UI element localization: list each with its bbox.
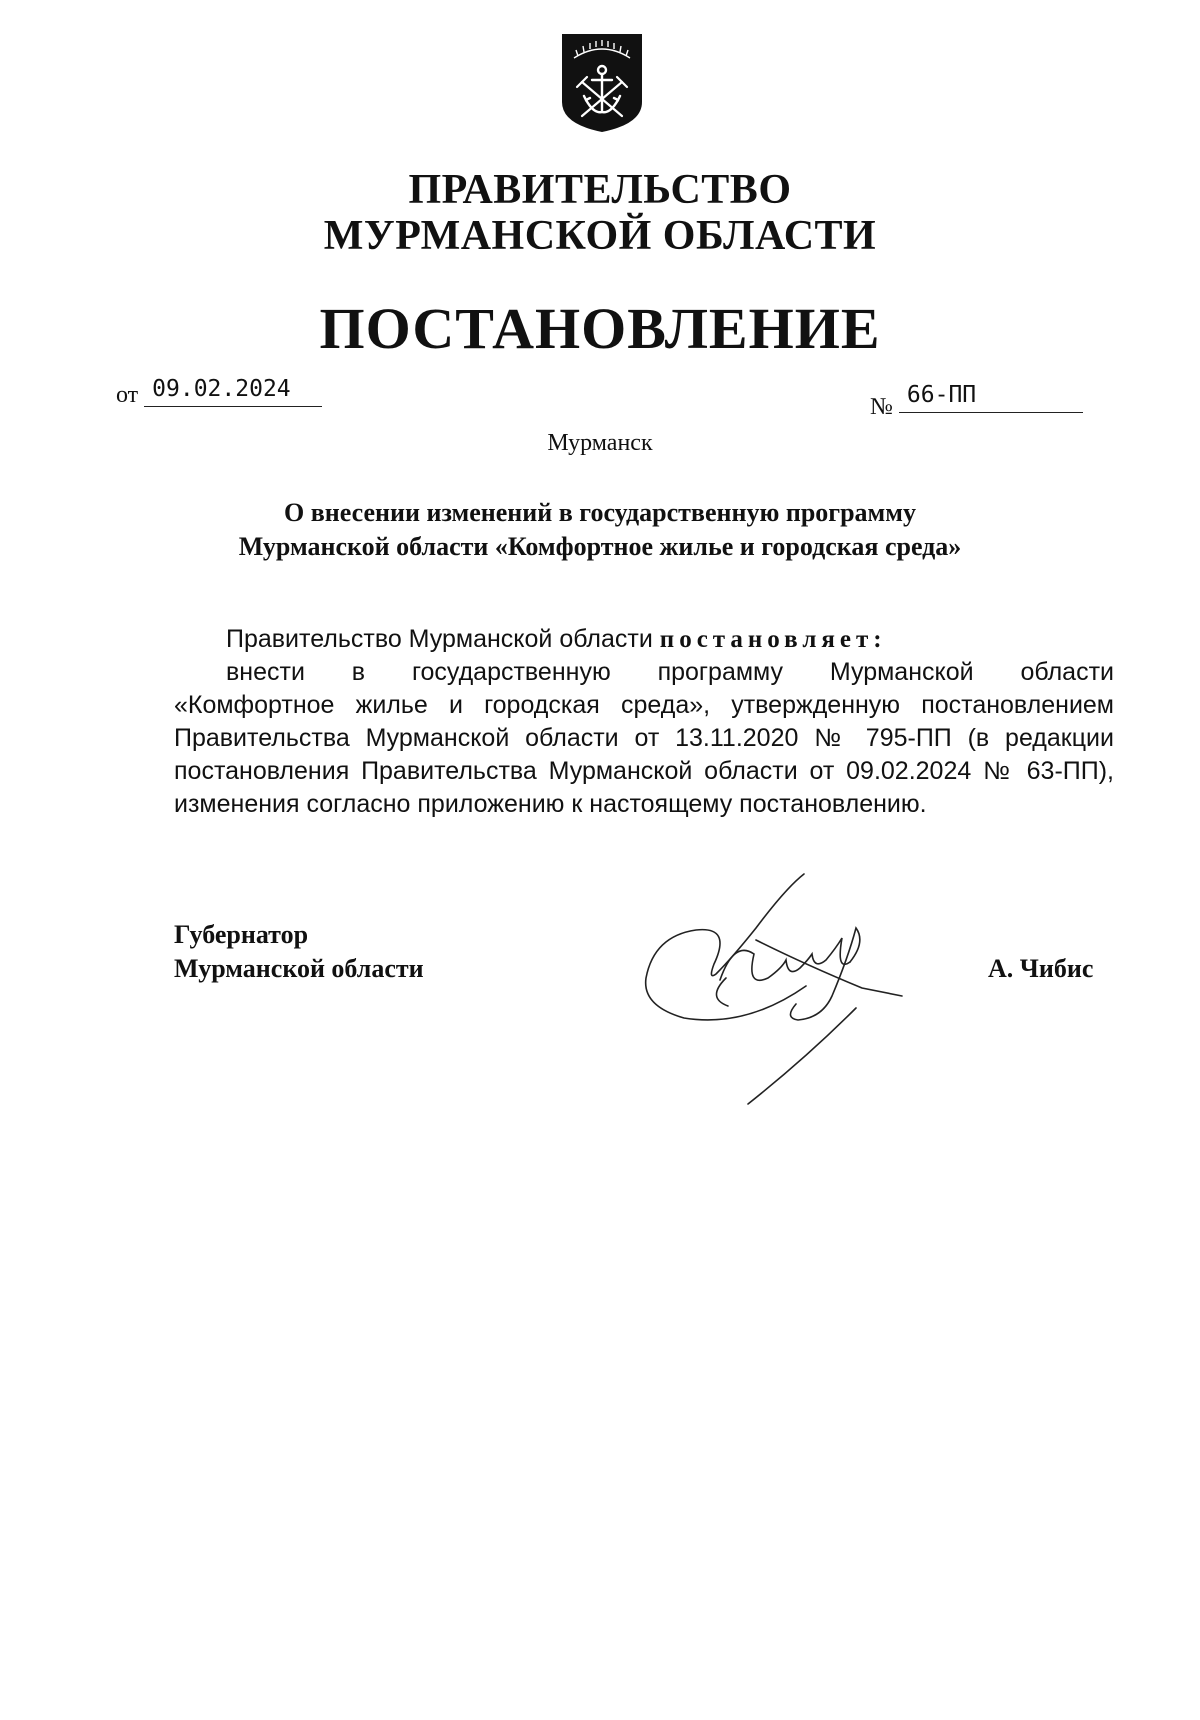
anchor-emblem-icon	[560, 32, 644, 134]
subject-line2: Мурманской области «Комфортное жилье и городская среда»	[238, 532, 962, 561]
document-number: 66-ПП	[899, 380, 1083, 413]
signature-icon	[636, 868, 936, 1108]
government-name-line1: ПРАВИТЕЛЬСТВО	[408, 167, 792, 213]
signer-position-line1: Губернатор	[174, 920, 309, 949]
resolution-paragraph	[174, 656, 1114, 821]
paragraph-line: изменения согласно приложению к настоящему постановлению.	[174, 790, 927, 818]
paragraph-line: Правительства Мурманской области от 13.11.2020 № 795-ПП (в редакции	[174, 724, 1114, 752]
number-prefix: №	[870, 394, 893, 420]
document-date-row	[116, 376, 322, 413]
coat-of-arms-emblem	[560, 32, 644, 134]
intro-text: Правительство Мурманской области	[226, 625, 653, 653]
document-type-title: ПОСТАНОВЛЕНИЕ	[319, 296, 881, 361]
handwritten-signature	[636, 868, 936, 1108]
document-date: 09.02.2024	[144, 374, 322, 407]
resolution-intro	[226, 623, 1114, 656]
signer-name: А. Чибис	[988, 954, 1094, 983]
date-prefix: от	[116, 382, 139, 408]
intro-emphasis: постановляет:	[659, 626, 887, 653]
signer-position-line2: Мурманской области	[174, 954, 424, 983]
issue-city: Мурманск	[547, 430, 653, 456]
paragraph-line: внести в государственную программу Мурманской области	[226, 658, 1114, 686]
document-number-row	[870, 380, 1083, 420]
government-name-line2: МУРМАНСКОЙ ОБЛАСТИ	[323, 213, 877, 259]
paragraph-line: постановления Правительства Мурманской области от 09.02.2024 № 63-ПП),	[174, 757, 1114, 785]
paragraph-line: «Комфортное жилье и городская среда», утвержденную постановлением	[174, 691, 1114, 719]
subject-line1: О внесении изменений в государственную программу	[284, 498, 916, 527]
